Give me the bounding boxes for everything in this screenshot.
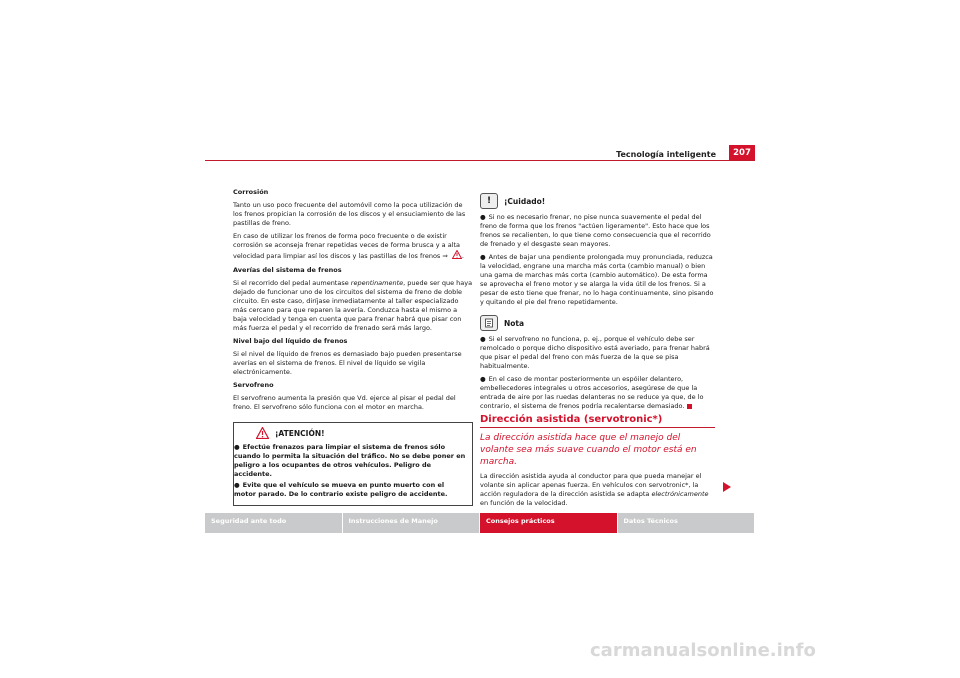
note-heading: Nota	[480, 315, 715, 331]
footer-nav	[205, 513, 755, 533]
right-column	[480, 193, 715, 512]
warning-title: ¡ATENCIÓN!	[256, 427, 467, 439]
note-bullet-2: ● En el caso de montar posteriormente un espóiler delantero, embellecedores integrales u otros accesorios, asegúrese de que la entrada de aire por las ruedas delanteras no se reduce ya que, de lo contrario, el sistema de frenos podría recalentarse demasiado.	[480, 375, 715, 411]
exclamation-icon: !	[480, 193, 498, 209]
caution-bullet-1: ● Si no es necesario frenar, no pise nunca suavemente el pedal del freno de forma que los frenos "actúen ligeramente". Esto hace que los frenos se recalienten, lo que tiene como consecuencia que el recorrido de frenado y el desgaste sean mayores.	[480, 213, 715, 249]
corrosion-heading: Corrosión	[233, 188, 269, 196]
note-icon	[480, 315, 498, 331]
end-marker-icon	[687, 404, 692, 409]
header-divider	[205, 160, 755, 161]
note-bullet-1: ● Si el servofreno no funciona, p. ej., porque el vehículo debe ser remolcado o porque dicho dispositivo está averiado, para frenar habrá que pisar el pedal del freno con más fuerza de la que se pisa habitualmente.	[480, 335, 715, 371]
averias-paragraph: Si el recorrido del pedal aumentase repentinamente, puede ser que haya dejado de funcionar uno de los circuitos del sistema de freno de doble circuito. En este caso, diríjase inmediatamente al taller especializado más cercano para que reparen la avería. Conduzca hasta el mismo a baja velocidad y tenga en cuenta que para frenar habrá que pisar con más fuerza el pedal y el recorrido de frenado será más largo.	[233, 279, 473, 332]
section-paragraph: La dirección asistida ayuda al conductor para que pueda manejar el volante sin aplicar apenas fuerza. En vehículos con servotronic*, la acción reguladora de la dirección asistida se adapta electrónicamente en función de la velocidad.	[480, 472, 709, 507]
tab-datos[interactable]: Datos Técnicos	[618, 513, 755, 533]
averias-heading: Averías del sistema de frenos	[233, 266, 342, 274]
warning-bullet-2: ● Evite que el vehículo se mueva en punto muerto con el motor parado. De lo contrario existe peligro de accidente.	[234, 481, 467, 499]
watermark: carmanualsonline.info	[590, 640, 816, 661]
warning-triangle-icon[interactable]	[452, 250, 462, 262]
servofreno-heading: Servofreno	[233, 381, 274, 389]
nivel-paragraph: Si el nivel de líquido de frenos es demasiado bajo pueden presentarse averías en el sistema de frenos. El nivel de líquido se vigila electrónicamente.	[233, 350, 462, 376]
section-title: Dirección asistida (servotronic*)	[480, 415, 715, 428]
nivel-heading: Nivel bajo del líquido de frenos	[233, 337, 348, 345]
page-number: 207	[729, 145, 755, 161]
warning-bullet-1: ● Efectúe frenazos para limpiar el sistema de frenos sólo cuando lo permita la situación del tráfico. No se debe poner en peligro a los ocupantes de otros vehículos. Peligro de accidente.	[234, 443, 467, 479]
warning-box	[233, 422, 473, 506]
section-intro: La dirección asistida hace que el manejo del volante sea más suave cuando el motor está en marcha.	[480, 433, 697, 467]
caution-heading: ! ¡Cuidado!	[480, 193, 715, 209]
corrosion-paragraph-2: En caso de utilizar los frenos de forma poco frecuente o de existir corrosión se aconseja frenar repetidas veces de forma brusca y a alta velocidad para limpiar así los discos y las pastillas de los frenos ⇒ .	[233, 232, 464, 260]
servofreno-paragraph: El servofreno aumenta la presión que Vd. ejerce al pisar el pedal del freno. El servofreno sólo funciona con el motor en marcha.	[233, 394, 456, 411]
caution-bullet-2: ● Antes de bajar una pendiente prolongada muy pronunciada, reduzca la velocidad, engrane una marcha más corta (cambio manual) o bien una gama de marchas más corta (cambio automático). De esta forma se aprovecha el freno motor y se alarga la vida útil de los frenos. Si a pesar de esto tiene que frenar, no lo haga continuamente, sino pisando y quitando el pie del freno repetidamente.	[480, 253, 715, 307]
tab-instrucciones[interactable]: Instrucciones de Manejo	[343, 513, 480, 533]
warning-triangle-icon	[256, 427, 269, 439]
tab-seguridad[interactable]: Seguridad ante todo	[205, 513, 342, 533]
left-column	[233, 188, 473, 506]
header-title: Tecnología inteligente	[616, 150, 716, 159]
corrosion-paragraph-1: Tanto un uso poco frecuente del automóvil como la poca utilización de los frenos propician la corrosión de los discos y el ensuciamiento de las pastillas de freno.	[233, 201, 466, 227]
tab-consejos[interactable]: Consejos prácticos	[480, 513, 617, 533]
next-page-arrow-icon[interactable]	[723, 477, 731, 496]
